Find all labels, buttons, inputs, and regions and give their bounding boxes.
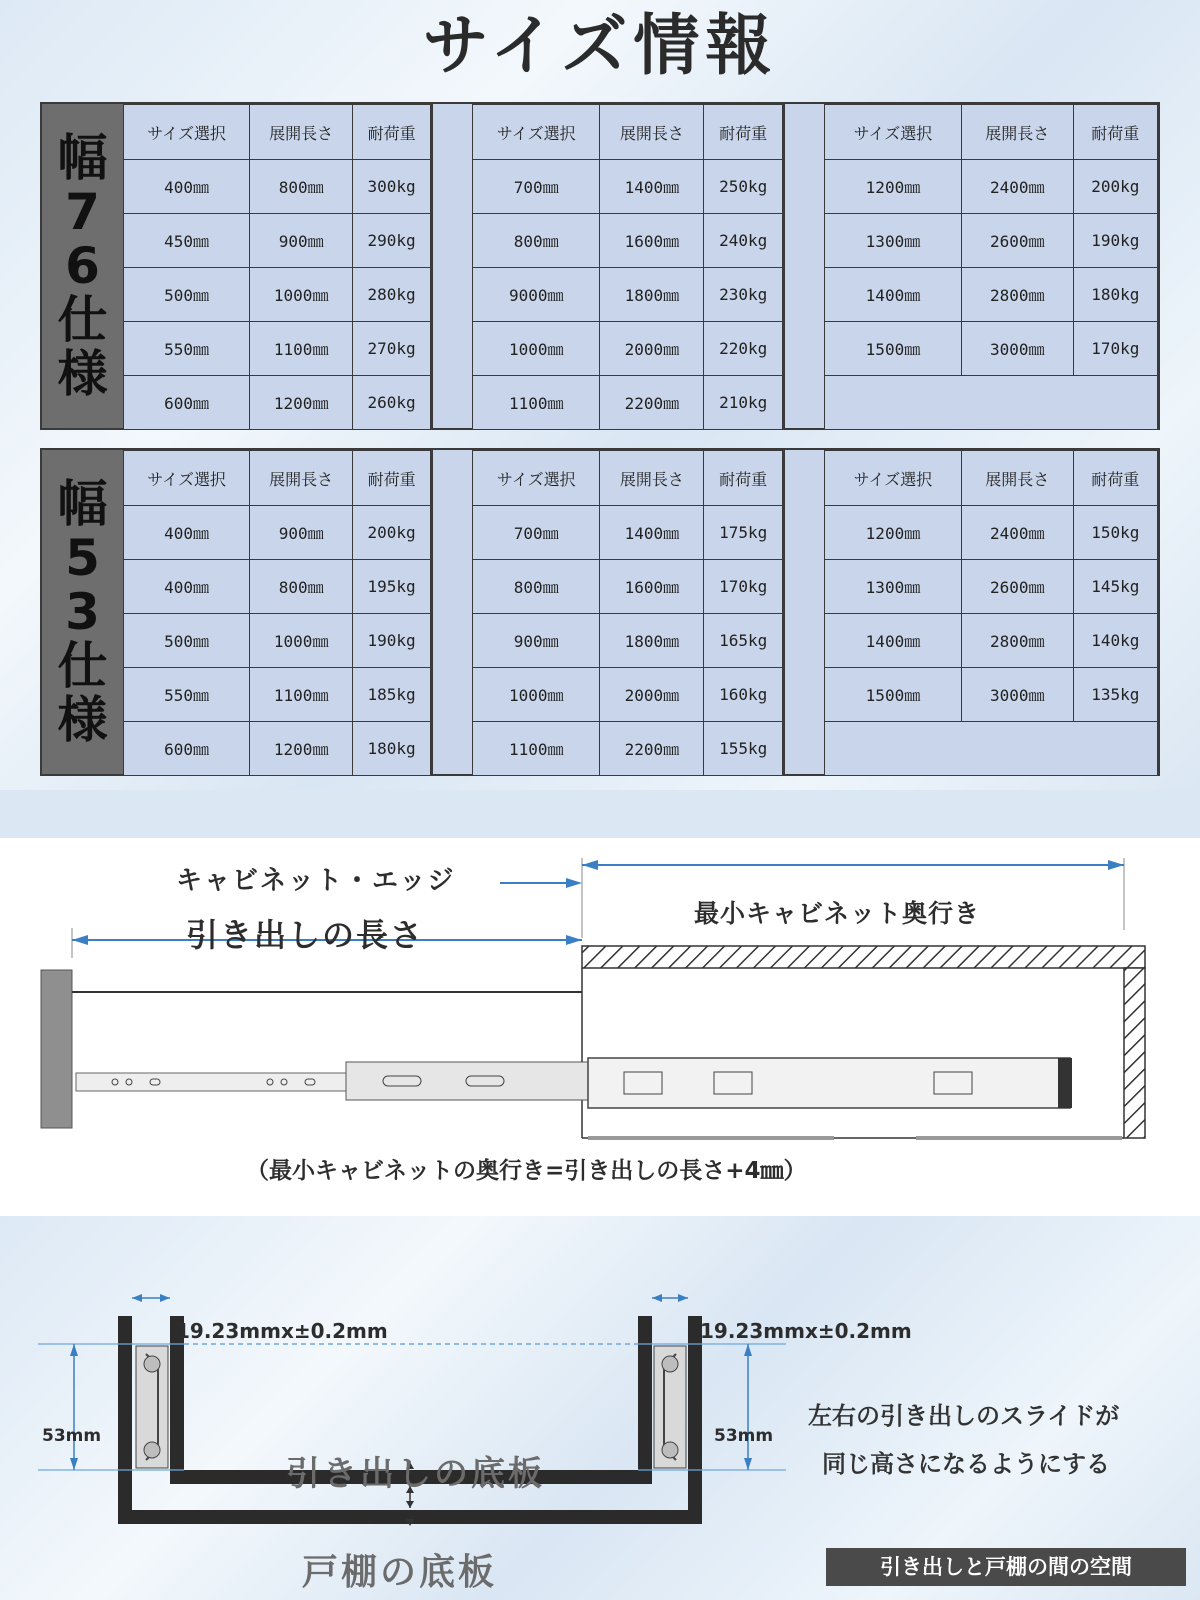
table-row — [825, 268, 1158, 322]
column-header: サイズ選択 — [473, 105, 600, 160]
table-row — [124, 322, 431, 376]
table-cell: 900㎜ — [250, 506, 353, 560]
table-cell: 180kg — [353, 722, 431, 776]
arrow-head — [70, 1458, 78, 1470]
table-cell: 280kg — [353, 268, 431, 322]
table-cell: 600㎜ — [124, 722, 250, 776]
table-cell: 900㎜ — [473, 614, 600, 668]
table-cell: 140kg — [1073, 614, 1157, 668]
table-cell: 1100㎜ — [473, 376, 600, 430]
table-cell: 500㎜ — [124, 614, 250, 668]
arrow-head — [70, 1344, 78, 1356]
table-header-row — [473, 105, 783, 160]
table-cell: 400㎜ — [124, 506, 250, 560]
spec-label-text: 幅53仕様 — [57, 475, 108, 749]
table-row — [825, 506, 1158, 560]
table-cell: 550㎜ — [124, 322, 250, 376]
column-header: 展開長さ — [250, 451, 353, 506]
table-cell: 550㎜ — [124, 668, 250, 722]
table-cell: 195kg — [353, 560, 431, 614]
table-cell: 800㎜ — [250, 560, 353, 614]
arrow-head — [678, 1294, 688, 1302]
spec-label-text: 幅76仕様 — [57, 129, 108, 403]
table-row — [124, 268, 431, 322]
arrow-head — [582, 860, 598, 870]
arrow-head — [132, 1294, 142, 1302]
note-line-1: 左右の引き出しのスライドが — [808, 1402, 1120, 1430]
table-row — [825, 160, 1158, 214]
table-cell: 800㎜ — [473, 214, 600, 268]
table-row — [473, 160, 783, 214]
rows — [124, 451, 431, 776]
table-row — [825, 214, 1158, 268]
note-line-2: 同じ高さになるようにする — [822, 1450, 1110, 1478]
cabinet-edge-label: キャビネット・エッジ — [176, 866, 456, 896]
table-cell: 1200㎜ — [250, 722, 353, 776]
slide-profile-left — [136, 1346, 168, 1468]
table-cell: 260kg — [353, 376, 431, 430]
table-row — [473, 268, 783, 322]
table-row — [124, 160, 431, 214]
table-cell: 290kg — [353, 214, 431, 268]
gap-label-right: 19.23mmx±0.2mm — [700, 1319, 912, 1343]
table-cell: 3000㎜ — [961, 322, 1073, 376]
column-header: サイズ選択 — [124, 105, 250, 160]
column-header: サイズ選択 — [825, 451, 962, 506]
table-cell: 180kg — [1073, 268, 1157, 322]
table-cell: 3000㎜ — [961, 668, 1073, 722]
table-cell: 220kg — [704, 322, 783, 376]
table-cell: 1800㎜ — [600, 614, 704, 668]
min-depth-label: 最小キャビネット奥行き — [694, 899, 981, 928]
divider-band — [0, 790, 1200, 838]
table-cell: 1400㎜ — [825, 614, 962, 668]
table-header-row — [124, 451, 431, 506]
table-row — [473, 506, 783, 560]
table-row — [124, 668, 431, 722]
table-header-row — [825, 105, 1158, 160]
spec-label — [42, 104, 123, 428]
table-cell: 450㎜ — [124, 214, 250, 268]
table-cell: 1600㎜ — [600, 214, 704, 268]
spec-label — [42, 450, 123, 774]
table-cell: 400㎜ — [124, 560, 250, 614]
table-cell: 1500㎜ — [825, 322, 962, 376]
empty-row — [825, 376, 1158, 430]
column-header: 展開長さ — [961, 105, 1073, 160]
table-row — [825, 614, 1158, 668]
arrow-head — [744, 1458, 752, 1470]
table-cell: 300kg — [353, 160, 431, 214]
table-row — [124, 376, 431, 430]
table-row — [825, 322, 1158, 376]
table-cell: 185kg — [353, 668, 431, 722]
table-cell: 170kg — [704, 560, 783, 614]
table-cell: 900㎜ — [250, 214, 353, 268]
table-cell: 1000㎜ — [473, 668, 600, 722]
column-header: 展開長さ — [600, 451, 704, 506]
table-cell: 1000㎜ — [473, 322, 600, 376]
empty-cell — [825, 376, 1158, 430]
table-cell: 1200㎜ — [250, 376, 353, 430]
space-badge: 引き出しと戸棚の間の空間 — [826, 1548, 1186, 1586]
rows — [473, 105, 783, 430]
table-cell: 175kg — [704, 506, 783, 560]
table-cell: 200kg — [353, 506, 431, 560]
table-header-row — [124, 105, 431, 160]
table-cell: 2600㎜ — [961, 560, 1073, 614]
drawer-bottom-label: 引き出しの底板 — [286, 1454, 545, 1494]
arrow-head — [744, 1344, 752, 1356]
column-header: サイズ選択 — [473, 451, 600, 506]
table-cell: 190kg — [1073, 214, 1157, 268]
table-cell: 230kg — [704, 268, 783, 322]
table-cell: 2000㎜ — [600, 322, 704, 376]
table-cell: 1300㎜ — [825, 214, 962, 268]
spec-block-width-76 — [40, 102, 1160, 430]
table-cell: 270kg — [353, 322, 431, 376]
cabinet-hatch-top — [582, 946, 1145, 968]
table-cell: 700㎜ — [473, 160, 600, 214]
column-header: 耐荷重 — [1073, 451, 1157, 506]
table-cell: 165kg — [704, 614, 783, 668]
table-cell: 2200㎜ — [600, 376, 704, 430]
table-row — [473, 560, 783, 614]
table-cell: 2000㎜ — [600, 668, 704, 722]
table-cell: 155kg — [704, 722, 783, 776]
table-row — [124, 560, 431, 614]
column-header: サイズ選択 — [825, 105, 962, 160]
table-cell: 250kg — [704, 160, 783, 214]
table-cell: 1000㎜ — [250, 268, 353, 322]
table-row — [473, 722, 783, 776]
slide-end-cap — [1058, 1058, 1072, 1108]
arrow-head — [1108, 860, 1124, 870]
rows — [124, 105, 431, 430]
cabinet-bottom-label: 戸棚の底板 — [302, 1552, 498, 1593]
table-cell: 1100㎜ — [250, 322, 353, 376]
table-cell: 800㎜ — [473, 560, 600, 614]
table-cell: 2800㎜ — [961, 268, 1073, 322]
gap-label-left: 19.23mmx±0.2mm — [176, 1319, 388, 1343]
table-cell: 210kg — [704, 376, 783, 430]
table-cell: 600㎜ — [124, 376, 250, 430]
arrow-head — [406, 1501, 414, 1508]
table-header-row — [473, 451, 783, 506]
spec-table — [123, 104, 431, 430]
table-cell: 2400㎜ — [961, 506, 1073, 560]
table-cell: 1400㎜ — [825, 268, 962, 322]
slide-outer-rail — [588, 1058, 1070, 1108]
column-header: 耐荷重 — [704, 451, 783, 506]
rows — [825, 451, 1158, 776]
column-header: 展開長さ — [961, 451, 1073, 506]
arrow-head — [72, 935, 88, 945]
table-cell: 1600㎜ — [600, 560, 704, 614]
table-row — [124, 506, 431, 560]
table-cell: 1400㎜ — [600, 506, 704, 560]
column-header: 耐荷重 — [704, 105, 783, 160]
arrow-head — [566, 935, 582, 945]
arrow-head — [566, 878, 582, 888]
empty-cell — [825, 722, 1158, 776]
table-row — [473, 668, 783, 722]
table-row — [473, 614, 783, 668]
height-label-left: 53mm — [42, 1426, 102, 1446]
table-cell: 400㎜ — [124, 160, 250, 214]
table-row — [825, 560, 1158, 614]
table-gap — [783, 450, 826, 774]
column-header: 耐荷重 — [1073, 105, 1157, 160]
table-row — [825, 668, 1158, 722]
table-cell: 145kg — [1073, 560, 1157, 614]
table-cell: 1100㎜ — [250, 668, 353, 722]
column-header: 展開長さ — [250, 105, 353, 160]
table-row — [124, 214, 431, 268]
table-cell: 170kg — [1073, 322, 1157, 376]
column-header: 耐荷重 — [353, 451, 431, 506]
spec-table — [472, 104, 783, 430]
slide-inner-rail — [76, 1073, 352, 1091]
table-cell: 500㎜ — [124, 268, 250, 322]
table-cell: 240kg — [704, 214, 783, 268]
arrow-head — [652, 1294, 662, 1302]
table-row — [473, 376, 783, 430]
spec-block-width-53 — [40, 448, 1160, 776]
table-cell: 135kg — [1073, 668, 1157, 722]
spec-table — [824, 104, 1158, 430]
table-cell: 2400㎜ — [961, 160, 1073, 214]
table-cell: 1200㎜ — [825, 506, 962, 560]
table-row — [124, 722, 431, 776]
table-row — [473, 322, 783, 376]
table-cell: 1200㎜ — [825, 160, 962, 214]
column-header: 耐荷重 — [353, 105, 431, 160]
spec-table — [472, 450, 783, 776]
rows — [825, 105, 1158, 430]
table-gap — [431, 104, 474, 428]
table-cell: 190kg — [353, 614, 431, 668]
table-cell: 200kg — [1073, 160, 1157, 214]
table-cell: 1000㎜ — [250, 614, 353, 668]
table-gap — [431, 450, 474, 774]
table-cell: 2600㎜ — [961, 214, 1073, 268]
column-header: 展開長さ — [600, 105, 704, 160]
table-row — [473, 214, 783, 268]
table-cell: 1300㎜ — [825, 560, 962, 614]
column-header: サイズ選択 — [124, 451, 250, 506]
height-label-right: 53mm — [714, 1426, 774, 1446]
table-cell: 9000㎜ — [473, 268, 600, 322]
table-cell: 1800㎜ — [600, 268, 704, 322]
table-cell: 1400㎜ — [600, 160, 704, 214]
table-cell: 800㎜ — [250, 160, 353, 214]
empty-row — [825, 722, 1158, 776]
table-cell: 150kg — [1073, 506, 1157, 560]
table-cell: 2800㎜ — [961, 614, 1073, 668]
table-cell: 700㎜ — [473, 506, 600, 560]
spec-table — [123, 450, 431, 776]
drawer-front — [41, 970, 72, 1128]
table-cell: 1500㎜ — [825, 668, 962, 722]
page-title: サイズ情報 — [422, 7, 778, 84]
table-gap — [783, 104, 826, 428]
arrow-head — [160, 1294, 170, 1302]
table-cell: 2200㎜ — [600, 722, 704, 776]
depth-formula: （最小キャビネットの奥行き=引き出しの長さ+4㎜） — [246, 1158, 807, 1184]
table-cell: 160kg — [704, 668, 783, 722]
drawer-length-label: 引き出しの長さ — [186, 916, 425, 954]
slide-profile-right — [654, 1346, 686, 1468]
spec-table — [824, 450, 1158, 776]
table-header-row — [825, 451, 1158, 506]
cabinet-hatch-side — [1124, 968, 1145, 1138]
table-cell: 1100㎜ — [473, 722, 600, 776]
rows — [473, 451, 783, 776]
table-row — [124, 614, 431, 668]
